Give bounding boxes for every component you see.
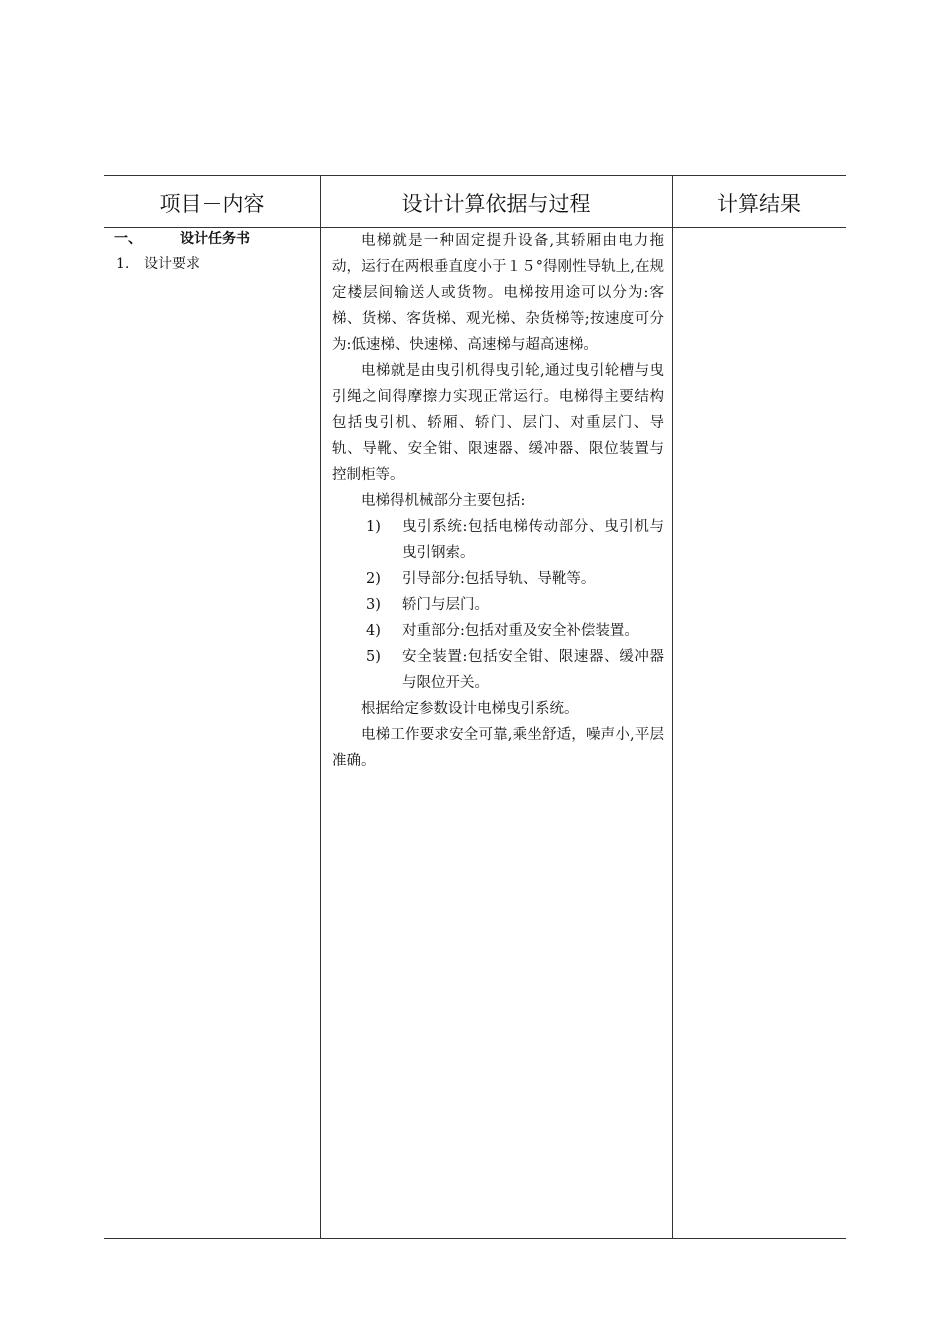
list-number: 3) xyxy=(366,597,381,613)
list-number: 2) xyxy=(366,571,381,587)
list-number: 1) xyxy=(366,519,381,535)
paragraph-requirements: 电梯工作要求安全可靠,乘坐舒适，噪声小,平层准确。 xyxy=(332,727,664,769)
list-text: 引导部分:包括导轨、导靴等。 xyxy=(402,571,596,587)
header-item-content: 项目－内容 xyxy=(159,192,265,216)
list-text: 曳引系统:包括电梯传动部分、曳引机与曳引钢索。 xyxy=(402,519,664,561)
header-result: 计算结果 xyxy=(717,192,801,216)
item-column xyxy=(114,228,314,276)
list-item xyxy=(332,566,664,592)
list-text: 安全装置:包括安全钳、限速器、缓冲器与限位开关。 xyxy=(402,649,664,691)
paragraph-goal: 根据给定参数设计电梯曳引系统。 xyxy=(361,701,579,717)
paragraph-structure: 电梯就是由曳引机得曳引轮,通过曳引轮槽与曳引绳之间得摩擦力实现正常运行。电梯得主要结构包括曳引机、轿厢、轿门、层门、对重层门、导轨、导靴、安全钳、限速器、缓冲器、限位装置与控制柜等。 xyxy=(332,363,664,483)
section-heading xyxy=(114,228,314,252)
subsection-title: 设计要求 xyxy=(144,256,200,272)
paragraph-intro: 电梯就是一种固定提升设备,其轿厢由电力拖动，运行在两根垂直度小于１５°得刚性导轨上,在规定楼层间输送人或货物。电梯按用途可以分为:客梯、货梯、客货梯、观光梯、杂货梯等;按速度可分为:低速梯、快速梯、高速梯与超高速梯。 xyxy=(332,233,664,353)
list-item xyxy=(332,592,664,618)
list-item xyxy=(332,644,664,696)
subsection-number: 1. xyxy=(116,256,130,272)
header-basis-process: 设计计算依据与过程 xyxy=(401,192,591,216)
list-item xyxy=(332,618,664,644)
list-number: 4) xyxy=(366,623,381,639)
design-table xyxy=(104,175,846,1239)
column-divider xyxy=(320,176,321,1238)
paragraph-mechanical: 电梯得机械部分主要包括: xyxy=(361,493,526,509)
list-number: 5) xyxy=(366,649,381,665)
list-item xyxy=(332,514,664,566)
subsection-heading xyxy=(114,252,314,276)
section-number: 一、 xyxy=(114,231,142,247)
section-title: 设计任务书 xyxy=(180,231,250,247)
list-text: 对重部分:包括对重及安全补偿装置。 xyxy=(402,623,639,639)
column-divider xyxy=(672,176,673,1238)
list-text: 轿门与层门。 xyxy=(402,597,489,613)
basis-column xyxy=(332,228,664,774)
